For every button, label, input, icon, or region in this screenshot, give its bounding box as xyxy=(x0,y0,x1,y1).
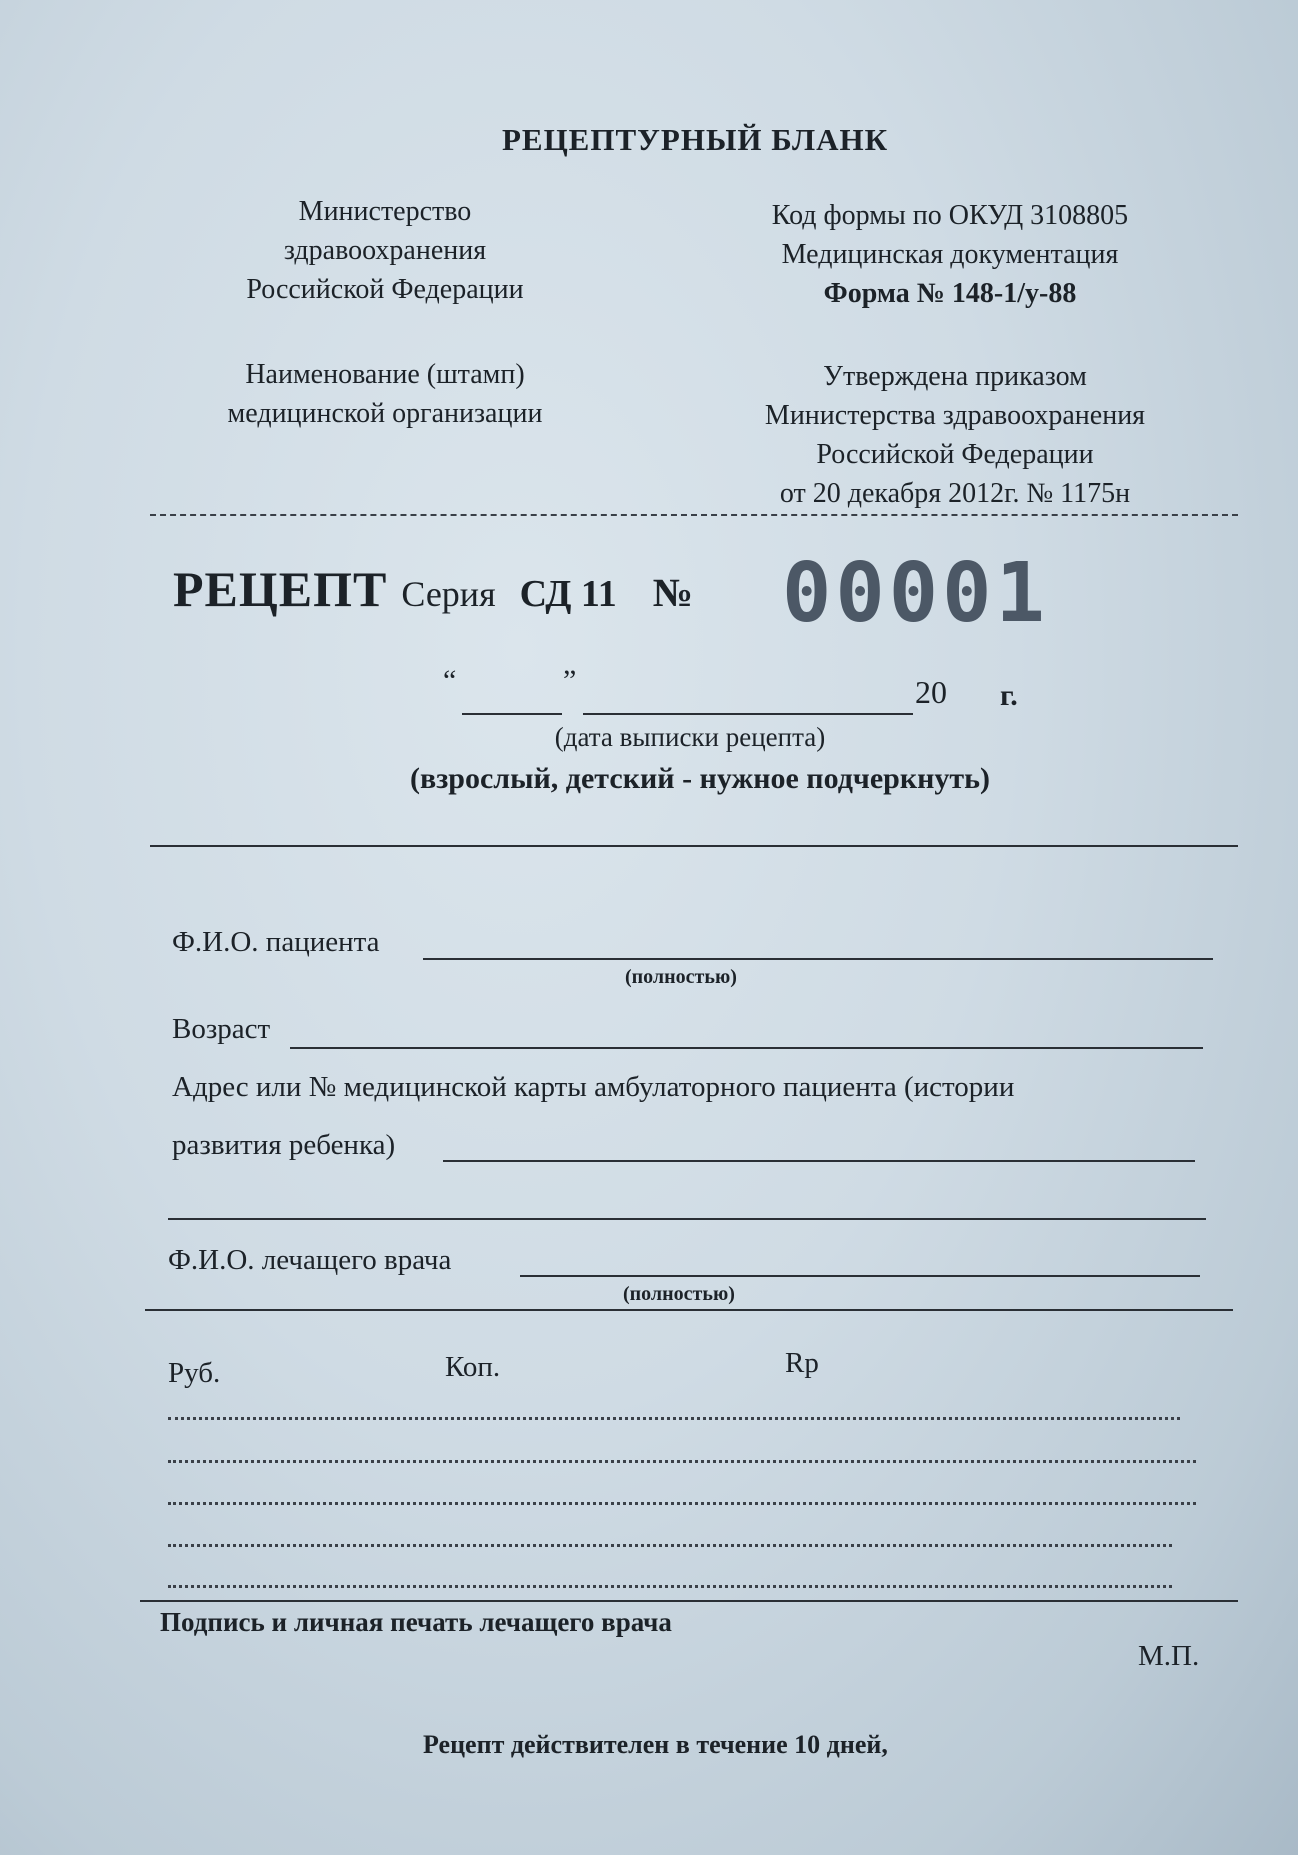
rx-line-1[interactable] xyxy=(168,1417,1180,1420)
recipe-number: 00001 xyxy=(782,546,1049,641)
doctor-name-caption: (полностью) xyxy=(623,1283,735,1305)
number-sign: № xyxy=(652,570,693,615)
form-title: РЕЦЕПТУРНЫЙ БЛАНК xyxy=(501,122,889,157)
rx-line-5[interactable] xyxy=(168,1585,1172,1588)
age-note: (взрослый, детский - нужное подчеркнуть) xyxy=(410,762,990,795)
doctor-divider xyxy=(145,1309,1233,1311)
approved-line-4: от 20 декабря 2012г. № 1175н xyxy=(779,478,1131,509)
form-code-line-1: Код формы по ОКУД 3108805 xyxy=(771,200,1129,231)
signature-label: Подпись и личная печать лечащего врача xyxy=(160,1607,672,1637)
date-open-quote: “ xyxy=(443,664,457,697)
org-stamp-block xyxy=(160,355,610,433)
doctor-name-label: Ф.И.О. лечащего врача xyxy=(168,1244,452,1276)
rx-line-2[interactable] xyxy=(168,1460,1196,1463)
ministry-line-3: Российской Федерации xyxy=(246,274,524,305)
patient-name-field[interactable] xyxy=(423,958,1213,960)
age-label: Возраст xyxy=(172,1013,271,1045)
date-day-field[interactable] xyxy=(462,713,562,715)
date-month-field[interactable] xyxy=(583,713,913,715)
approved-line-3: Российской Федерации xyxy=(816,439,1094,470)
rub-label: Руб. xyxy=(168,1357,221,1389)
recipe-word: РЕЦЕПТ xyxy=(173,561,388,617)
address-label-1: Адрес или № медицинской карты амбулаторного пациента (истории xyxy=(172,1071,1015,1103)
header-divider xyxy=(150,514,1238,516)
validity-note: Рецепт действителен в течение 10 дней, xyxy=(423,1730,888,1759)
series-label: Серия xyxy=(401,574,496,614)
address-field[interactable] xyxy=(443,1160,1195,1162)
kop-label: Коп. xyxy=(445,1351,501,1383)
org-stamp-line-1: Наименование (штамп) xyxy=(245,359,525,390)
form-code-line-2: Медицинская документация xyxy=(781,239,1119,270)
rx-line-3[interactable] xyxy=(168,1502,1196,1505)
form-code-line-3: Форма № 148-1/у-88 xyxy=(823,278,1077,309)
recipe-number-row xyxy=(173,560,693,618)
ministry-line-2: здравоохранения xyxy=(283,235,487,266)
approved-block xyxy=(700,357,1210,513)
address-label-2: развития ребенка) xyxy=(172,1129,396,1161)
date-caption: (дата выписки рецепта) xyxy=(554,722,826,752)
approved-line-2: Министерства здравоохранения xyxy=(764,400,1146,431)
ministry-block xyxy=(175,192,595,309)
patient-name-label: Ф.И.О. пациента xyxy=(172,926,380,958)
date-close-quote: ” xyxy=(563,664,577,697)
date-year-prefix: 20 xyxy=(915,674,947,710)
approved-line-1: Утверждена приказом xyxy=(823,361,1087,392)
rx-divider xyxy=(140,1600,1238,1602)
age-field[interactable] xyxy=(290,1047,1203,1049)
series-value: СД 11 xyxy=(519,573,617,615)
address-field-extra[interactable] xyxy=(168,1218,1206,1220)
patient-name-caption: (полностью) xyxy=(625,966,737,988)
doctor-name-field[interactable] xyxy=(520,1275,1200,1277)
ministry-line-1: Министерство xyxy=(298,196,472,227)
org-stamp-line-2: медицинской организации xyxy=(227,398,543,429)
form-code-block xyxy=(700,196,1200,313)
date-divider xyxy=(150,845,1238,847)
rp-label: Rp xyxy=(785,1347,819,1379)
stamp-place: М.П. xyxy=(1138,1640,1200,1672)
date-year-suffix: г. xyxy=(1000,679,1018,712)
rx-line-4[interactable] xyxy=(168,1544,1172,1547)
